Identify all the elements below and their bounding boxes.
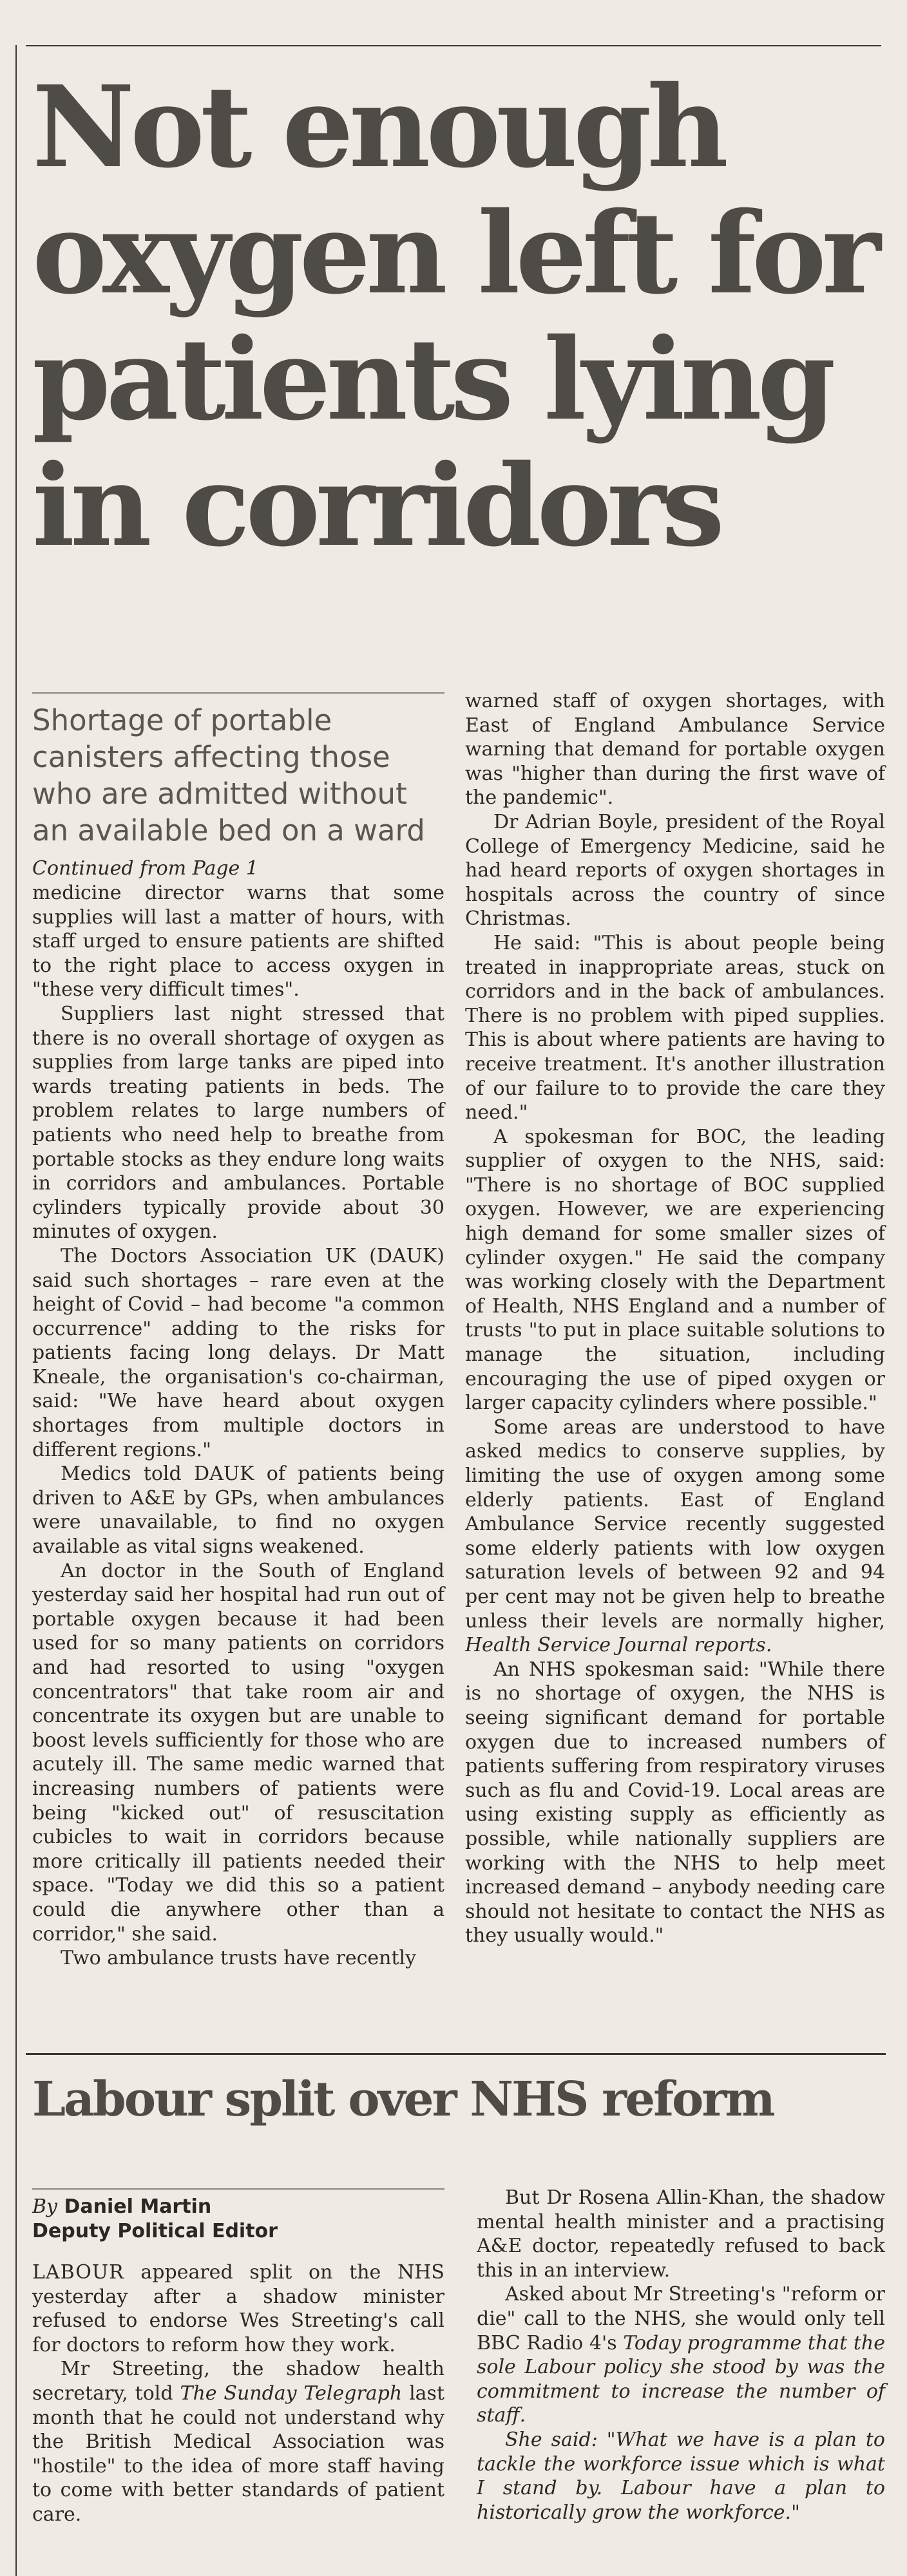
paragraph: The Doctors Association UK (DAUK) said such shortages – rare even at the height of Covid – had become "a common occurrence" adding to the risks for patients facing long delays. Dr Matt Kneale, the organisation's co-chairman, said: "We have heard about oxygen shortages from multiple doctors in different regions." — [32, 1244, 444, 1461]
paragraph: Medics told DAUK of patients being driven to A&E by GPs, when ambulances were unavailable, to find no oxygen available as vital signs weakened. — [32, 1463, 444, 1558]
paragraph — [477, 2428, 885, 2524]
paragraph: Two ambulance trusts have recently — [61, 1947, 417, 1970]
paragraph — [477, 2282, 885, 2428]
paragraph: But Dr Rosena Allin-Khan, the shadow mental health minister and a practising A&E doctor, repeatedly refused to back this in an interview. — [477, 2186, 885, 2282]
article2-column-1 — [32, 2260, 444, 2527]
byline — [32, 2195, 444, 2244]
byline-title: Deputy Political Editor — [32, 2220, 278, 2242]
byline-by: By — [32, 2195, 57, 2218]
article-column-2 — [465, 689, 885, 1948]
article-column-1 — [32, 881, 444, 1971]
source-italic: Health Service Journal reports. — [465, 1634, 772, 1657]
deck-rule — [32, 692, 444, 694]
byline-name: Daniel Martin — [64, 2195, 212, 2218]
continued-label: Continued from Page 1 — [32, 857, 258, 880]
paragraph: An NHS spokesman said: "While there is no shortage of oxygen, the NHS is seeing significant demand for portable oxygen due to increased numbers of patients suffering from respiratory viruses such as flu and Covid-19. Local areas are using existing supply as efficiently as possible, while nationally suppliers are working with the NHS to help meet increased demand – anybody needing care should not hesitate to contact the NHS as they usually would." — [465, 1658, 885, 1947]
paragraph-text: last month that he could not understand why the British Medical Association was "hostile" to the idea of more staff having to come with better standards of patient care. — [32, 2382, 444, 2526]
paper-name: The Sunday Telegraph — [180, 2382, 403, 2405]
article2-column-2 — [477, 2186, 885, 2524]
top-rule — [26, 45, 881, 46]
lead-text: appeared split on the NHS yesterday after a shadow minister refused to endorse Wes Streeting's call for doctors to reform how they work. — [32, 2261, 444, 2356]
paragraph: Suppliers last night stressed that there is no overall shortage of oxygen as supplies from large tanks are piped into wards treating patients in beds. The problem relates to large numbers of patients who need help to breathe from portable stocks as they endure long waits in corridors and ambulances. Portable cylinders typically provide about 30 minutes of oxygen. — [32, 1002, 444, 1244]
programme-quote: Today programme that the sole Labour policy she stood by was the commitment to increase the number of staff. — [477, 2331, 885, 2427]
headline-2: Labour split over NHS reform — [32, 2072, 774, 2127]
left-border — [15, 45, 17, 2576]
lead-paragraph — [32, 2260, 444, 2357]
paragraph-text: Mr Streeting, the shadow health secretary, told — [32, 2358, 444, 2405]
lead-cap: LABOUR — [32, 2261, 124, 2284]
paragraph: Dr Adrian Boyle, president of the Royal College of Emergency Medicine, said he had heard reports of oxygen shortages in hospitals across the country of since Christmas. — [465, 810, 885, 931]
paragraph — [465, 1416, 885, 1658]
paragraph: He said: "This is about people being treated in inappropriate areas, stuck on corridors and in the back of ambulances. There is no problem with piped supplies. This is about where patients are having to receive treatment. It's another illustration of our failure to to provide the care they need." — [465, 931, 885, 1124]
byline-rule — [32, 2188, 444, 2190]
paragraph-text: Asked about Mr Streeting's "reform or die" call to the NHS, she would only tell BBC Radio 4's — [477, 2283, 885, 2354]
paragraph-text: Some areas are understood to have asked medics to conserve supplies, by limiting the use of oxygen among some elderly patients. East of England Ambulance Service recently suggested some elderly patients with low oxygen saturation levels of between 92 and 94 per cent may not be given help to breathe unless their levels are normally higher, — [465, 1416, 885, 1633]
paragraph: A spokesman for BOC, the leading supplier of oxygen to the NHS, said: "There is no shortage of BOC supplied oxygen. However, we are experiencing high demand for some smaller sizes of cylinder oxygen." He said the company was working closely with the Department of Health, NHS England and a number of trusts "to put in place suitable solutions to manage the situation, including encouraging the use of piped oxygen or larger capacity cylinders where possible." — [465, 1125, 885, 1415]
paragraph: medicine director warns that some supplies will last a matter of hours, with staff urged to ensure patients are shifted to the right place to access oxygen in "these very difficult times". — [32, 882, 444, 1001]
headline: Not enough oxygen left for patients lying in corridors — [32, 62, 877, 572]
deck: Shortage of portable canisters affecting those who are admitted without an available bed on a ward — [32, 703, 425, 848]
paragraph — [32, 2357, 444, 2526]
paragraph: An doctor in the South of England yesterday said her hospital had run out of portable oxygen because it had been used for so many patients on corridors and had resorted to using "oxygen concentrators" that take room air and concentrate its oxygen but are unable to boost levels sufficiently for those who are acutely ill. The same medic warned that increasing numbers of patients were being "kicked out" of resuscitation cubicles to wait in corridors because more critically ill patients needed their space. "Today we did this so a patient could die anywhere other than a corridor," she said. — [32, 1559, 444, 1946]
quote-italic: She said: "What we have is a plan to tackle the workforce issue which is what I stand by. Labour have a plan to historically grow the workforce." — [477, 2428, 885, 2524]
paragraph: warned staff of oxygen shortages, with East of England Ambulance Service warning that demand for portable oxygen was "higher than during the first wave of the pandemic". — [465, 690, 885, 810]
section-separator — [26, 2053, 886, 2055]
